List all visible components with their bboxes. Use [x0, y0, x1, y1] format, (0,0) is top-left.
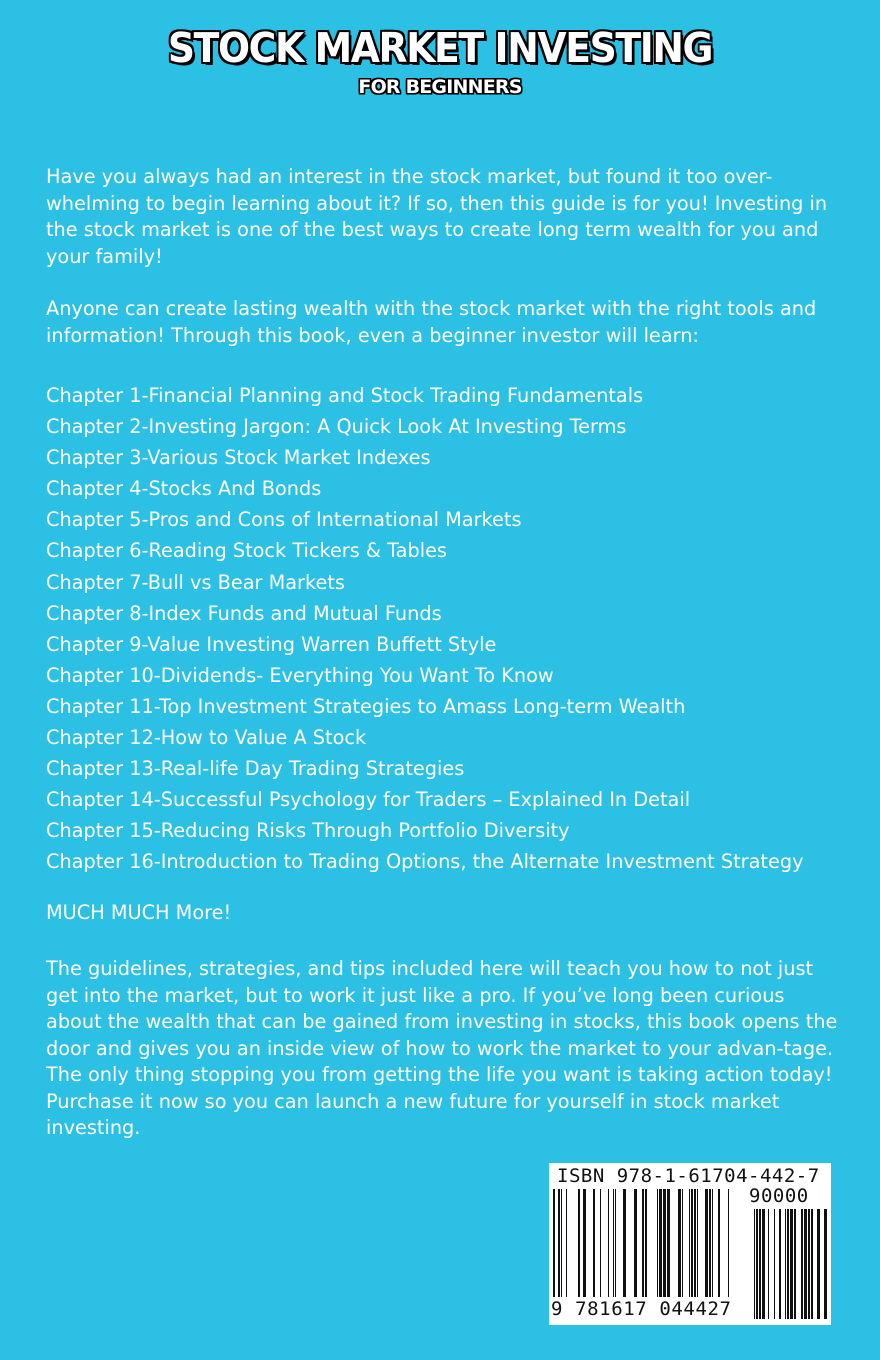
intro-paragraph-2: Anyone can create lasting wealth with the stock market with the right tools and information! Through this book, even a beginner investor will learn: — [46, 297, 817, 347]
chapter-item: Chapter 13-Real-life Day Trading Strategies — [46, 757, 465, 781]
chapter-item: Chapter 10-Dividends- Everything You Want To Know — [46, 663, 554, 687]
isbn-label: ISBN 978-1-61704-442-7 — [557, 1165, 820, 1187]
isbn-barcode — [549, 1163, 831, 1325]
chapter-item: Chapter 6-Reading Stock Tickers & Tables — [46, 539, 447, 563]
chapter-item: Chapter 2-Investing Jargon: A Quick Look At Investing Terms — [46, 415, 627, 439]
chapter-item: Chapter 9-Value Investing Warren Buffett Style — [46, 632, 497, 656]
chapter-item: Chapter 8-Index Funds and Mutual Funds — [46, 601, 442, 625]
chapter-item: Chapter 7-Bull vs Bear Markets — [46, 570, 345, 594]
chapter-item: Chapter 14-Successful Psychology for Traders – Explained In Detail — [46, 788, 691, 812]
chapter-item: Chapter 12-How to Value A Stock — [46, 726, 367, 750]
price-code: 90000 — [749, 1185, 809, 1207]
barcode-digits: 9 781617 044427 — [551, 1298, 732, 1320]
chapter-item: Chapter 4-Stocks And Bonds — [46, 477, 322, 501]
closing-paragraph: The guidelines, strategies, and tips included here will teach you how to not just get into the market, but to work it just like a pro. If you’ve long been curious about the wealth that can be gained from investing in stocks, this book opens the door and gives you an inside view of how to work the market to your advan-tage. The only thing stopping you from getting the life you want is taking action today! Purchase it now so you can launch a new future for yourself in stock market investing. — [46, 957, 838, 1139]
chapter-item: Chapter 3-Various Stock Market Indexes — [46, 446, 431, 470]
chapter-item: Chapter 15-Reducing Risks Through Portfolio Diversity — [46, 819, 570, 843]
much-more-text: MUCH MUCH More! — [46, 901, 232, 924]
chapter-item: Chapter 5-Pros and Cons of International Markets — [46, 508, 522, 532]
chapter-list — [46, 380, 846, 878]
chapter-item: Chapter 11-Top Investment Strategies to Amass Long-term Wealth — [46, 694, 686, 718]
chapter-item: Chapter 16-Introduction to Trading Options, the Alternate Investment Strategy — [46, 850, 804, 874]
book-subtitle: FOR BEGINNERS — [358, 76, 522, 98]
chapter-item: Chapter 1-Financial Planning and Stock Trading Fundamentals — [46, 384, 644, 407]
intro-paragraph-1: Have you always had an interest in the stock market, but found it too over-whelming to begin learning about it? If so, then this guide is for you! Investing in the stock market is one of the best ways to create long term wealth for you and your family! — [46, 165, 828, 268]
cover-title-block — [0, 22, 880, 100]
book-title: STOCK MARKET INVESTING — [167, 24, 713, 72]
